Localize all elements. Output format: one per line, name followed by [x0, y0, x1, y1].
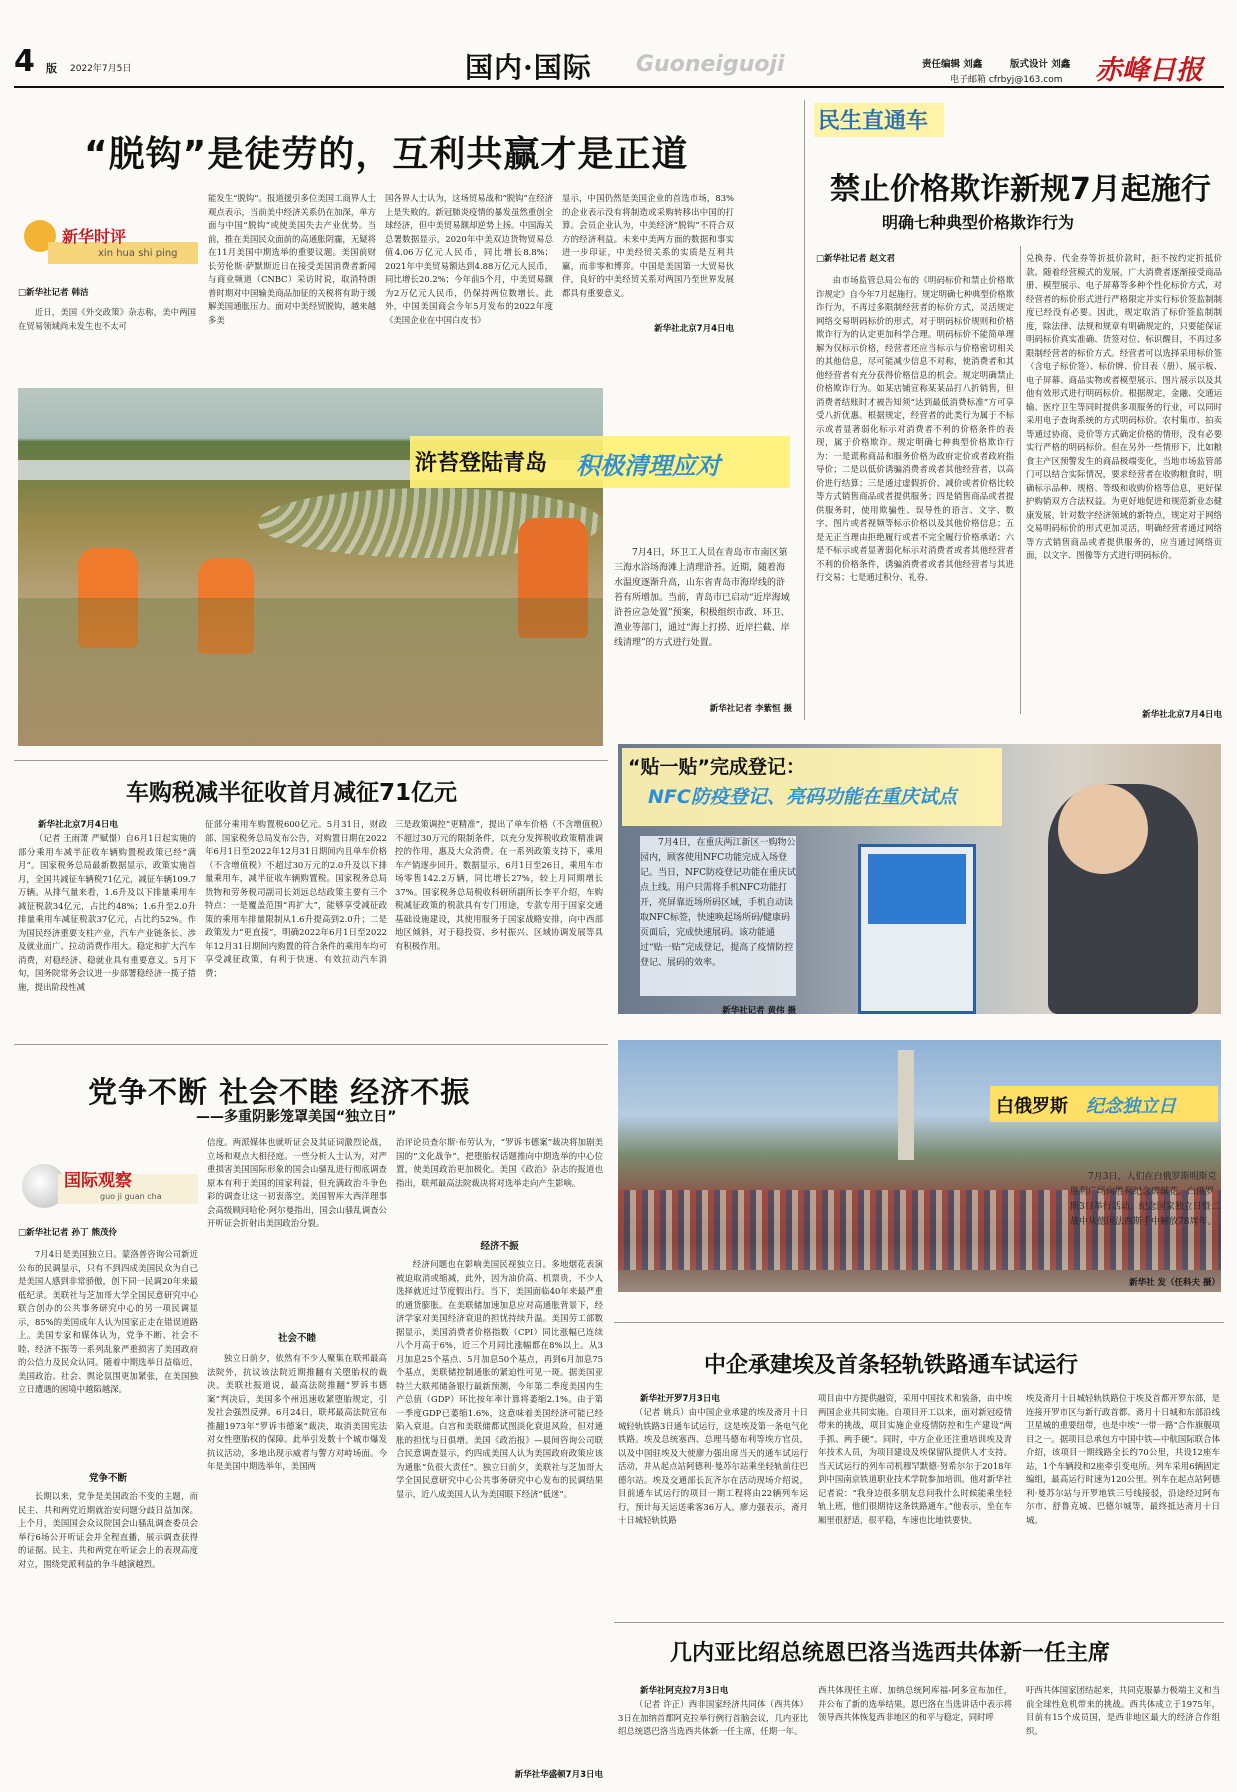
photo-slogan: NFC防疫登记、亮码功能在重庆试点	[648, 786, 957, 808]
section-heading: 社会不睦	[277, 1333, 316, 1344]
byline: 新华社阿克拉7月3日电	[640, 1686, 729, 1696]
body-paragraph: 能发生“脱钩”。报道援引多位美国工商界人士观点表示，当前美中经济关系仍在加深，单方面与中国“脱钩”或使美国失去产业优势。当前，推在美国民众面前的高通胀阴霾，无疑将在11月美国中期选举的重要议题。美国前财长劳伦斯·萨默斯近日在接受美国消费者新闻与商业频道（CNBC）采访时说，取消特朗普时期对中国输美商品加征的关税将有助于缓解美国通胀压力。面对中美经贸脱钩，越来越多美	[208, 193, 376, 325]
body-paragraph: 近日，美国《外交政策》杂志称，美中两国在贸易领域尚未发生也不太可	[18, 307, 196, 331]
paper-logo: 赤峰日报	[1095, 55, 1203, 86]
section-heading: 党争不断	[88, 1473, 127, 1484]
page-number: 4	[14, 44, 35, 79]
kiosk-display	[868, 854, 966, 924]
photo-slogan: 积极清理应对	[576, 452, 720, 480]
designer-credit: 版式设计 刘鑫	[1010, 59, 1071, 70]
body-paragraph: 兑换券、代金券等折抵价款时，拒不按约定折抵价款。随着经营模式的发展，广大消费者逐渐接受商品册、模型展示、电子屏幕等多种个性化标价方式，对经营者的标价形式进行严格限定并实行标价签监制制度已经没有必要。因此，规定取消了标价签监制制度，除法律、法规和规章有明确规定的，只要能保证明码标价真实准确、货签对位、标识醒目，不再过多限制经营者的标价方式。经营者可以选择采用标价签（含电子标价签）、标价牌、价目表（册）、展示板、电子屏幕、商品实物或者模型展示、图片展示以及其他有效形式进行明码标价。根据规定，金融、交通运输、医疗卫生等同时提供多项服务的行业，可以同时采用电子查询系统的方式明码标价。农村集市、拍卖等通过协商、竞价等方式确定价格的情形，没有必要实行严格的明码标价。但在另外一些情形下，比如粮食主产区预警发生的商品极端变化，当地市场监管部门可以结合实际情况，要求经营者在收购粮食时，明确标示品种、规格、等级和收购价格等信息，更好保护购销双方合法权益。为更好地促进和规范新业态健康发展，针对数字经济领域的新特点，规定对于网络交易明码标价的形式更加灵活，明确经营者通过网络等方式销售商品或者提供服务的，应当通过网络页面，以文字、图像等方式进行明码标价。	[1026, 253, 1222, 560]
byline: □新华社记者 赵文君	[816, 254, 895, 264]
victory-monument	[898, 1050, 914, 1160]
byline: 新华社北京7月4日电	[38, 820, 118, 830]
body-paragraph: 三是政策调控“更精准”，提出了单车价格（不含增值税）不超过30万元的限制条件，以充分发挥税收政策精准调控的作用，惠及大众消费。在一系列政策支持下，乘用车产销逐步回升。数据显示，6月1日至26日，乘用车市场零售142.2万辆，同比增长27%，较上月同期增长37%。国家税务总局税收科研所副所长李平介绍，车购税减征政策的税款具有专门用途，专款专用于国家交通基础设施建设，其使用服务于国家战略安排，向中西部地区倾斜，对于稳投资、乡村振兴、区域协调发展等具有积极作用。	[395, 819, 603, 951]
section-rule	[14, 1044, 608, 1045]
section-heading: 经济不振	[480, 1241, 519, 1252]
body-paragraph: 7月4日是美国独立日。蒙洛普咨询公司新近公布的民调显示，只有不到四成美国民众为自己是美国人感到非常骄傲，创下同一民调20年来最低纪录。美联社与芝加哥大学全国民意研究中心联合创办的公共事务研究中心的另一项民调显示，85%的美国成年人认为国家正走在错误道路上。美国专家和媒体认为，党争不断、社会不睦、经济不振等一系列乱象严重损害了美国政府的公信力及民众认同。随着中期选举日益临近，美国政治、社会、舆论氛围更加紧张，在美国独立日遭遇的困境中越陷越深。	[18, 1249, 198, 1394]
page-unit: 版	[46, 62, 57, 75]
beach-ground	[18, 598, 603, 746]
editor-email: 电子邮箱 cfrbyj@163.com	[950, 75, 1063, 85]
body-paragraph: 吁西共体国家团结起来，共同克服暴力极端主义和当前全球性危机带来的挑战。西共体成立于1975年，目前有15个成员国，是西非地区最大的经济合作组织。	[1026, 1685, 1220, 1736]
body-paragraph: （记者 姚兵）由中国企业承建的埃及斋月十日城轻轨铁路3日通车试运行，这是埃及第一条电气化铁路。埃及总统塞西、总理马德布利等埃方官员，以及中国驻埃及大使廖力强出席当天的通车试运行活动，并从起点站阿德利·曼苏尔站乘坐轻轨前往巴德尔站。埃及交通部长瓦齐尔在活动现场介绍说，目前通车试运行的项目一期工程将由22辆列车运行，预计每天运送乘客36万人。廖力强表示，斋月十日城轻轨铁路	[618, 1407, 808, 1525]
body-paragraph: 由市场监管总局公布的《明码标价和禁止价格欺诈规定》自今年7月起施行。规定明确七种典型价格欺诈行为，不再过多限制经营者的标价方式，灵活规定网络交易明码标价的形式，对于明码标价规则和价格欺诈行为的认定更加科学合理。明码标价不能简单理解为仅标示价格，经营者还应当标示与价格密切相关的其他信息，尽可能减少信息不对称，使消费者和其他经营者有充分获得价格信息的机会。规定明确禁止价格欺诈行为。如某店铺宣称某某品打八折销售，但消费者结账时才被告知须“达到最低消费标准”方可享受八折优惠。根据规定，经营者的此类行为属于不标示或者显著弱化标示对消费者不利的价格条件的表现，属于价格欺诈。规定明确七种典型价格欺诈行为：一是谎称商品和服务价格为政府定价或者政府指导价；二是以低价诱骗消费者或者其他经营者，以高价进行结算；三是通过虚假折价、减价或者价格比较等方式销售商品或者提供服务；四是销售商品或者提供服务时，使用欺骗性、误导性的语言、文字、数字、图片或者视频等标示价格以及其他价格信息；五是无正当理由拒绝履行或者不完全履行价格承诺；六是不标示或者显著弱化标示对消费者或者其他经营者不利的价格条件，诱骗消费者或者其他经营者与其进行交易；七是通过积分、礼券、	[816, 275, 1014, 582]
column-badge-xinhua	[18, 222, 208, 272]
body-paragraph: 西共体现任主席、加纳总统阿库福-阿多宣布加任，并公布了新的选举结果。恩巴洛在当选讲话中表示将领导西共体恢复西非地区的和平与稳定，同时呼	[818, 1685, 1012, 1722]
column-pinyin: guo ji guan cha	[100, 1192, 162, 1201]
article-title: “脱钩”是徒劳的，互利共赢才是正道	[84, 134, 689, 175]
column-badge-intl	[22, 1158, 202, 1218]
article-subtitle: ——多重阴影笼罩美国“独立日”	[196, 1109, 397, 1125]
body-paragraph: 治评论员查尔斯·布劳认为，“罗诉韦德案”裁决将加剧美国的“文化战争”，把堕胎权话题推向中期选举的中心位置，使美国政治更加极化。美国《政治》杂志的报道也指出，联邦最高法院裁决将对选举走向产生影响。	[396, 1137, 603, 1188]
column-rule	[1020, 246, 1021, 714]
dateline-credit: 新华社北京7月4日电	[1142, 710, 1222, 720]
photo-caption: 7月3日，人们在白俄罗斯明斯克胜利广场向胜利纪念碑献花。白俄罗斯3日举行活动，纪念国家独立日暨二战中从德国法西斯手中解放78周年。	[1070, 1172, 1220, 1227]
issue-date: 2022年7月5日	[70, 64, 132, 74]
photo-label: 浒苔登陆青岛	[415, 451, 548, 476]
dateline-credit: 新华社北京7月4日电	[654, 324, 734, 334]
body-paragraph: （记者 许正）西非国家经济共同体（西共体）3日在加纳首都阿克拉举行例行首脑会议，几内亚比绍总统恩巴洛当选西共体新一任主席，任期一年。	[618, 1699, 808, 1736]
section-rule	[614, 1322, 1224, 1323]
photo-caption: 7月4日，在重庆两江新区一购物公园内，顾客使用NFC功能完成入场登记。当日，NFC防疫登记功能在重庆试点上线。用户只需将手机NFC功能打开，亮屏靠近场所码区域，手机自动读取NFC标签，快速唤起场所码/健康码页面后，完成快速展码。该功能通过“贴一贴”完成登记，提高了疫情防控登记、展码的效率。	[640, 836, 796, 996]
body-paragraph: 经济问题也在影响美国民视独立日。多地烟花表演被迫取消或缩减，此外，因为油价高、机票贵，不少人选择就近过节度假出行。当下，美国面临40年来最严重的通货膨胀。在美联储加速加息应对高通胀背景下，经济学家对美国经济衰退的担忧持续升温。美国劳工部数据显示，美国消费者价格指数（CPI）同比涨幅已连续八个月高于6%，近三个月同比涨幅都在8%以上。从3月加息25个基点、5月加息50个基点，再到6月加息75个基点，美联储控制通胀的紧迫性可见一斑。据美国亚特兰大联邦储备银行最新预测，今年第二季度美国内生产总值（GDP）环比按年率计算将萎缩2.1%。由于第一季度GDP已萎缩1.6%，这意味着美国经济可能已经陷入衰退。白宫和美联储都试图淡化衰退风险，但对通胀的担忧与日俱增。美国《政治报》—晨间咨询公司联合民意调查显示，约四成美国人认为美国政府政策应该为通胀“负很大责任”。独立日前夕，美联社与芝加哥大学全国民意研究中心公共事务研究中心发布的民调结果显示，近八成美国人认为美国眼下经济“低迷”。	[396, 1259, 603, 1499]
column-pinyin: xin hua shi ping	[98, 248, 178, 259]
column-name: 新华时评	[62, 227, 127, 246]
article-title: 几内亚比绍总统恩巴洛当选西共体新一任主席	[670, 1641, 1111, 1666]
editor-credit: 责任编辑 刘鑫	[922, 59, 983, 70]
byline: 新华社开罗7月3日电	[640, 1394, 720, 1404]
article-title: 党争不断 社会不睦 经济不振	[88, 1075, 471, 1109]
photo-credit: 新华社记者 黄伟 摄	[722, 1006, 796, 1016]
body-paragraph: 项目由中方提供融资，采用中国技术和装备，由中埃两国企业共同实施。自项目开工以来，面对新冠疫情带来的挑战，项目实施企业疫情防控和生产建设“两手抓、两手硬”。同时，中方企业还注重培训埃及青年技术人员，为项目建设及埃保留队提供人才支持。当天试运行的列车司机穆罕默德·努希尔尔于2018年到中国南京铁道职业技术学院参加培训。他对新华社记者说：“我身边很多朋友总问我什么时候能乘坐轻轨上班，他们很期待这条铁路通车。”他表示，坐在车厢里很舒适，很平稳，车速也比地铁要快。	[818, 1393, 1012, 1525]
byline: □新华社记者 韩洁	[18, 288, 89, 298]
section-pinyin: Guoneiguoji	[636, 52, 785, 77]
body-paragraph: 长期以来，党争是美国政治不变的主题，而民主、共和两党近期就治安问题分歧日益加深。上个月，美国国会众议院国会山骚乱调查委员会举行6场公开听证会并全程直播，展示调查获得的证据。民主、共和两党在听证会上的表现高度对立，围绕党派利益的争斗越演越烈。	[18, 1491, 198, 1569]
body-paragraph: 国各界人士认为，这场贸易战和“脱钩”在经济上是失败的。新冠肺炎疫情的暴发虽然重创全球经济，但中美贸易额却逆势上扬。中国海关总署数据显示，2020年中美双边货物贸易总值4.06万亿元人民币，同比增长8.8%；2021年中美贸易额达到4.88万亿元人民币，同比增长20.2%；今年前5个月，中美贸易额为2万亿元人民币，仍保持两位数增长。此外，中国美国商会今年5月发布的2022年度《美国企业在中国白皮书》	[385, 193, 553, 325]
body-paragraph: 独立日前夕，依然有不少人聚集在联邦最高法院外，抗议该法院近期推翻有关堕胎权的裁决。美联社报道说，最高法院推翻“罗诉韦德案”判决后，美国多个州迅速收紧堕胎规定，引发社会强烈反弹。6月24日，联邦最高法院宣布推翻1973年“罗诉韦德案”裁决，取消美国宪法对女性堕胎权的保障。此举引发数十个城市爆发抗议活动，多地出现示威者与警方对峙场面。今年是美国中期选举年，美国两	[207, 1353, 387, 1471]
body-paragraph: 显示，中国仍然是美国企业的首选市场，83%的企业表示没有将制造或采购转移出中国的打算。会员企业认为，中美经济“脱钩”不符合双方的经济利益。未来中美两方面的数据和事实进一步印证，中美经贸关系的实质是互利共赢，而非零和博弈。中国是美国第一大贸易伙伴，良好的中美经贸关系对两国乃至世界发展都具有重要意义。	[562, 193, 734, 298]
body-paragraph: （记者 王雨萧 严赋憬）自6月1日起实施的部分乘用车减半征收车辆购置税政策已经“满月”。国家税务总局最新数据显示，政策实施首月，全国共减征车辆税71亿元，减征车辆109.7万辆。从排气量来看，1.6升及以下排量乘用车减征税款34亿元，占比约48%；1.6升至2.0升排量乘用车减征税款37亿元，占比约52%。作为国民经济重要支柱产业，汽车产业链条长、涉及就业面广、拉动消费作用大。稳定和扩大汽车消费，对稳经济、稳就业具有重要意义。5月下旬，国务院常务会议进一步部署稳经济一揽子措施，提出阶段性减	[18, 833, 196, 992]
article-title: 车购税减半征收首月减征71亿元	[126, 780, 458, 806]
section-rule	[614, 1622, 1224, 1623]
column-rule	[804, 100, 805, 720]
photo-credit: 新华社 发（任科夫 摄）	[1129, 1278, 1220, 1288]
byline: □新华社记者 孙丁 熊茂伶	[18, 1228, 117, 1238]
body-paragraph: 埃及斋月十日城轻轨铁路位于埃及首都开罗东部，是连接开罗市区与新行政首都、斋月十日城和东部沿线卫星城的重要纽带，也是中埃“一带一路”合作旗舰项目之一。据项目总承包方中国中铁—中航国际联合体介绍，该项目一期线路全长约70公里，共设12座车站，1个车辆段和2座牵引变电所。列车采用6辆固定编组，最高运行时速为120公里。列车在起点站阿德利·曼苏尔站与开罗地铁三号线接驳，沿途经过阿布尔市、舒鲁克城、巴德尔城等，最终抵达斋月十日城。	[1026, 1393, 1220, 1525]
body-paragraph: 征部分乘用车购置税600亿元。5月31日，财政部、国家税务总局发布公告，对购置日期在2022年6月1日至2022年12月31日期间内且单车价格（不含增值税）不超过30万元的2.0升及以下排量乘用车，减半征收车辆购置税。国家税务总局货物和劳务税司副司长刘远总结政策主要有三个特点：一是覆盖范围“再扩大”，能够享受减征政策的乘用车排量限制从1.6升提高到2.0升；二是政策发力“更直接”，明确2022年6月1日至2022年12月31日期间内购置的符合条件的乘用车均可享受减征政策，有利于快速、有效拉动汽车消费；	[205, 819, 387, 978]
photo-label: 白俄罗斯	[996, 1096, 1068, 1117]
person-face	[1058, 784, 1148, 874]
photo-slogan: 纪念独立日	[1086, 1096, 1176, 1117]
section-rule	[14, 760, 608, 761]
article-title: 中企承建埃及首条轻轨铁路通车试运行	[704, 1353, 1079, 1378]
body-paragraph: 信度。两派媒体也就听证会及其证词激烈论战，立场和观点大相径庭。一些分析人士认为，对严重损害美国国际形象的国会山骚乱进行彻底调查原本有利于美国的国家利益，但充满政治斗争色彩的调查让这一初衷落空。美国智库大西洋理事会高级顾问哈伦·阿尔曼指出，国会山骚乱调查公开听证会折射出美国政治分裂。	[207, 1137, 387, 1228]
dateline-credit: 新华社华盛顿7月3日电	[514, 1770, 603, 1780]
article-title: 禁止价格欺诈新规7月起施行	[830, 172, 1211, 207]
column-tag: 民生直通车	[818, 109, 929, 134]
section-title: 国内·国际	[465, 51, 592, 84]
article-subtitle: 明确七种典型价格欺诈行为	[882, 213, 1075, 232]
masthead-rule	[14, 86, 1224, 88]
photo-credit: 新华社记者 李紫恒 摄	[709, 704, 792, 714]
photo-caption: 7月4日，环卫工人员在青岛市市南区第三海水浴场海滩上清理浒苔。近期，随着海水温度逐渐升高，山东省青岛市海岸线的浒苔有所增加。当前，青岛市已启动“近岸海域浒苔应急处置”预案，积极组织市政、环卫、渔业等部门，通过“海上打捞、近岸拦截、岸线清理”的方式进行处置。	[614, 548, 790, 648]
column-name: 国际观察	[64, 1171, 132, 1191]
photo-label: “贴一贴”完成登记：	[628, 756, 805, 778]
